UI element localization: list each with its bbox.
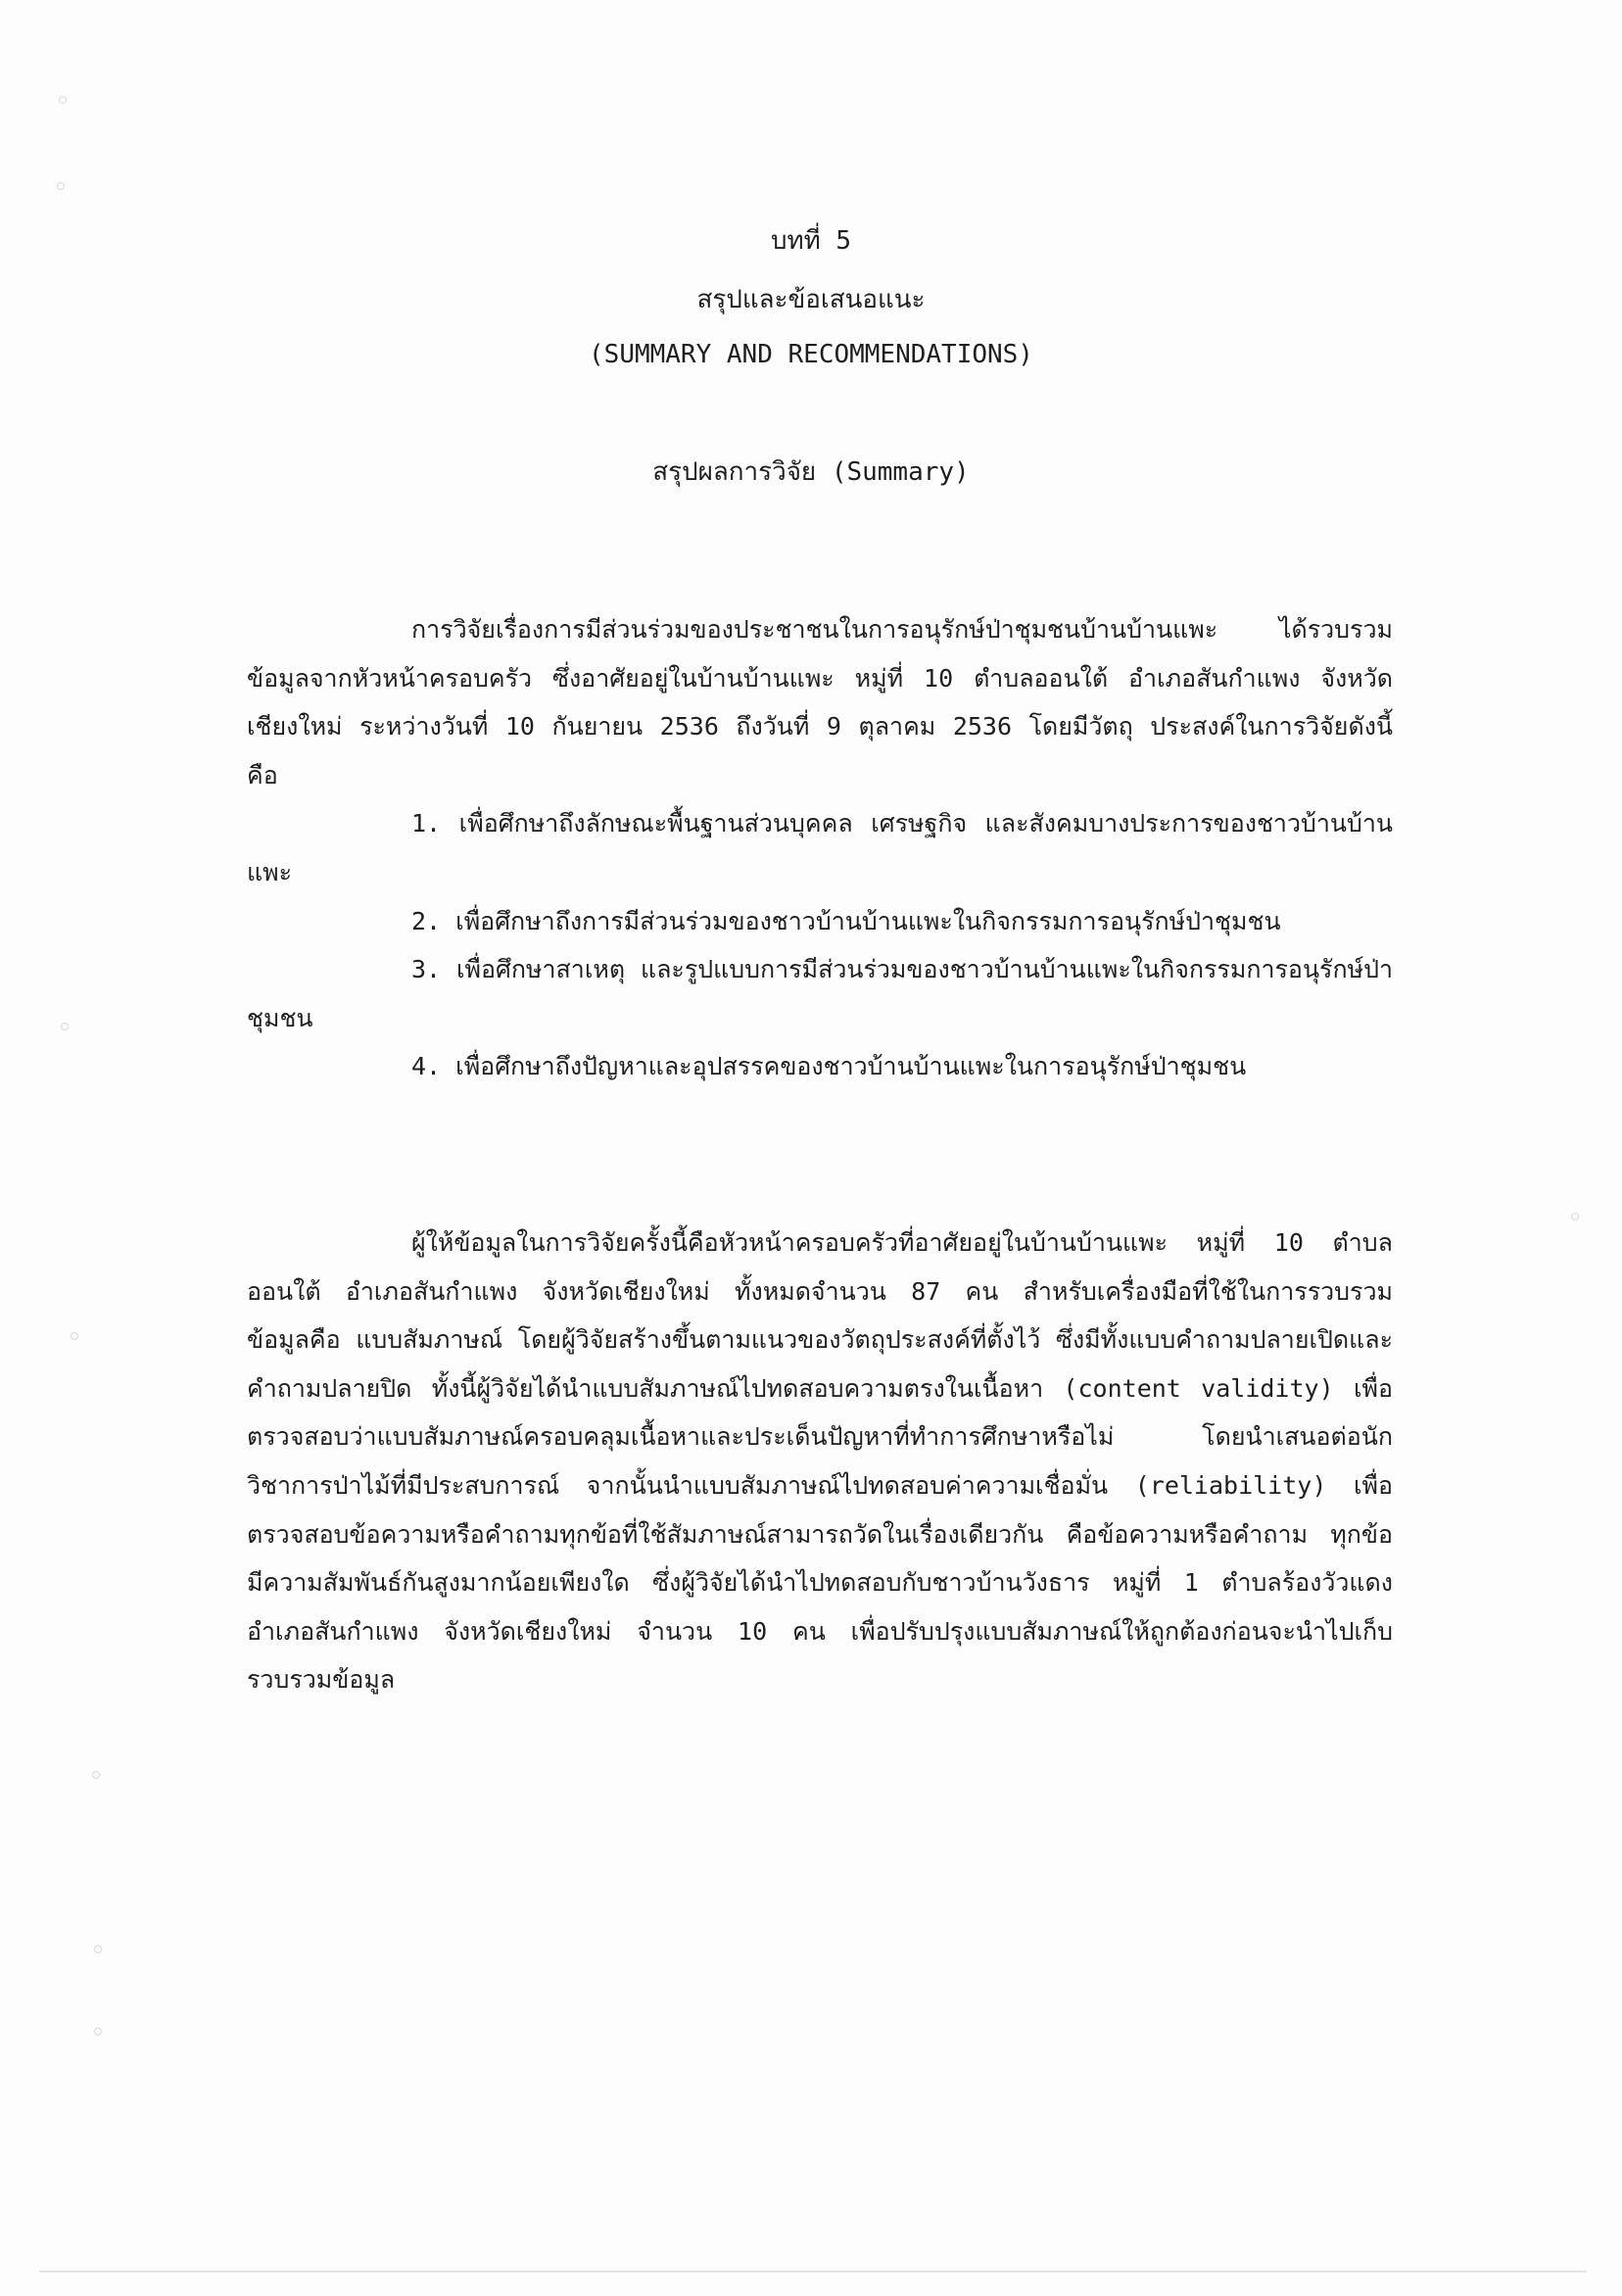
scan-edge-line	[39, 2271, 1587, 2272]
chapter-title-thai: สรุปและข้อเสนอแนะ	[696, 285, 926, 314]
objective-item: 3. เพื่อศึกษาสาเหตุ และรูปแบบการมีส่วนร่วมของชาวบ้านบ้านแพะในกิจกรรมการอนุรักษ์ป่าชุมชน	[247, 955, 1393, 1032]
chapter-heading: บทที่ 5	[770, 226, 852, 256]
objective-item: 2. เพื่อศึกษาถึงการมีส่วนร่วมของชาวบ้านบ้านแพะในกิจกรรมการอนุรักษ์ป่าชุมชน	[411, 906, 1281, 935]
methodology-block	[247, 1219, 1393, 1704]
intro-paragraph: การวิจัยเรื่องการมีส่วนร่วมของประชาชนในการอนุรักษ์ป่าชุมชนบ้านบ้านแพะ ได้รวบรวมข้อมูลจากหัวหน้าครอบครัว ซึ่งอาศัยอยู่ในบ้านบ้านแพะ หมู่ที่ 10 ตำบลออนใต้ อำเภอสันกำแพง จังหวัดเชียงใหม่ ระหว่างวันที่ 10 กันยายน 2536 ถึงวันที่ 9 ตุลาคม 2536 โดยมีวัตถุ ประสงค์ในการวิจัยดังนี้คือ	[247, 615, 1393, 789]
section-heading: สรุปผลการวิจัย (Summary)	[652, 457, 970, 487]
objectives-list	[247, 799, 1393, 1091]
objective-item: 1. เพื่อศึกษาถึงลักษณะพื้นฐานส่วนบุคคล เศรษฐกิจ และสังคมบางประการของชาวบ้านบ้านแพะ	[247, 809, 1393, 886]
chapter-title-english: (SUMMARY AND RECOMMENDATIONS)	[589, 340, 1033, 369]
introduction-block	[247, 605, 1393, 1091]
objective-item: 4. เพื่อศึกษาถึงปัญหาและอุปสรรคของชาวบ้านบ้านแพะในการอนุรักษ์ป่าชุมชน	[411, 1052, 1247, 1081]
methodology-paragraph: ผู้ให้ข้อมูลในการวิจัยครั้งนี้คือหัวหน้าครอบครัวที่อาศัยอยู่ในบ้านบ้านแพะ หมู่ที่ 10 ตำบล ออนใต้ อำเภอสันกำแพง จังหวัดเชียงใหม่ ทั้งหมดจำนวน 87 คน สำหรับเครื่องมือที่ใช้ในการรวบรวมข้อมูลคือ แบบสัมภาษณ์ โดยผู้วิจัยสร้างขึ้นตามแนวของวัตถุประสงค์ที่ตั้งไว้ ซึ่งมีทั้งแบบคำถามปลายเปิดและคำถามปลายปิด ทั้งนี้ผู้วิจัยได้นำแบบสัมภาษณ์ไปทดสอบความตรงในเนื้อหา (content validity) เพื่อตรวจสอบว่าแบบสัมภาษณ์ครอบคลุมเนื้อหาและประเด็นปัญหาที่ทำการศึกษาหรือไม่ โดยนำเสนอต่อนักวิชาการป่าไม้ที่มีประสบการณ์ จากนั้นนำแบบสัมภาษณ์ไปทดสอบค่าความเชื่อมั่น (reliability) เพื่อตรวจสอบข้อความหรือคำถามทุกข้อที่ใช้สัมภาษณ์สามารถวัดในเรื่องเดียวกัน คือข้อความหรือคำถาม ทุกข้อมีความสัมพันธ์กันสูงมากน้อยเพียงใด ซึ่งผู้วิจัยได้นำไปทดสอบกับชาวบ้านวังธาร หมู่ที่ 1 ตำบลร้องวัวแดง อำเภอสันกำแพง จังหวัดเชียงใหม่ จำนวน 10 คน เพื่อปรับปรุงแบบสัมภาษณ์ให้ถูกต้องก่อนจะนำไปเก็บรวบรวมข้อมูล	[247, 1228, 1393, 1695]
